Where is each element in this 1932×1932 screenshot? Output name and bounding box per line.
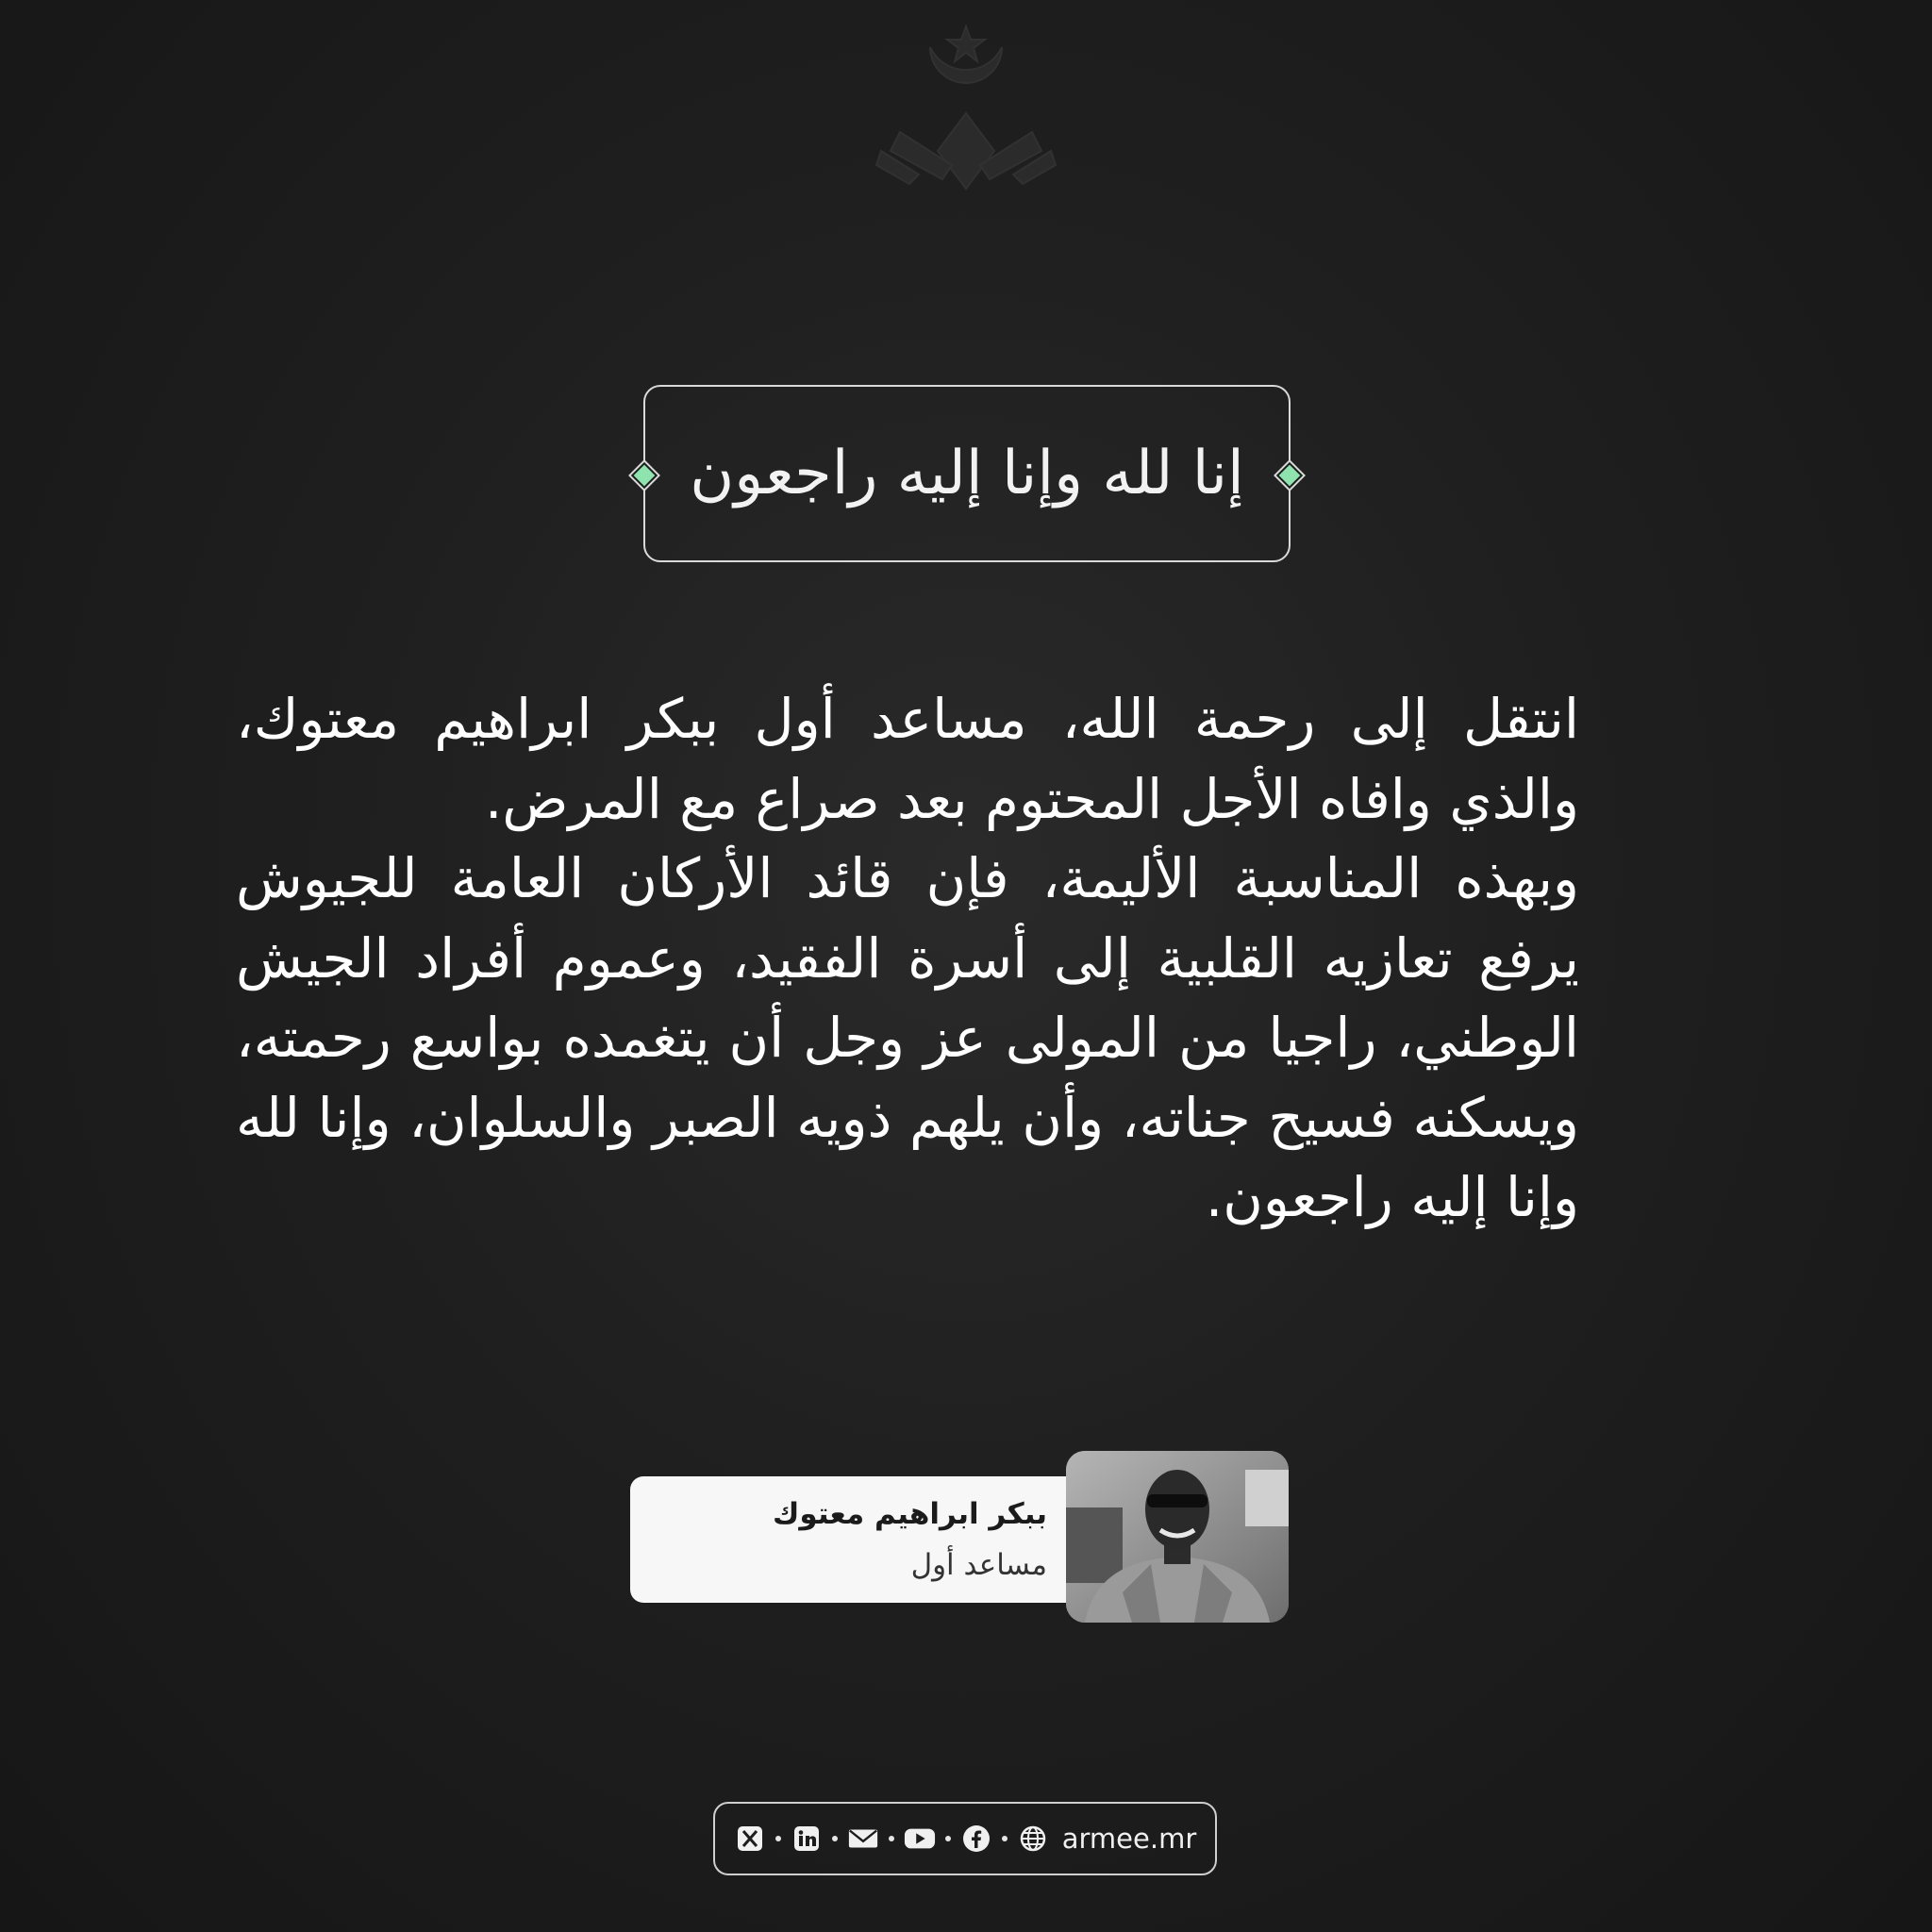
- condolence-paragraph: وبهذه المناسبة الأليمة، فإن قائد الأركان العامة للجيوش يرفع تعازيه القلبية إلى أسرة الفقيد، وعموم أفراد الجيش الوطني، راجيا من المولى عز وجل أن يتغمده بواسع رحمته، ويسكنه فسيح جناته، وأن يلهم ذويه الصبر والسلوان، وإنا لله وإنا إليه راجعون.: [236, 846, 1579, 1229]
- person-card: [630, 1476, 1102, 1603]
- website-link[interactable]: armee.mr: [1061, 1823, 1197, 1855]
- person-photo: [1066, 1451, 1289, 1623]
- diamond-ornament-icon: [1276, 462, 1303, 489]
- person-rank: مساعد أول: [910, 1548, 1047, 1582]
- portrait-image: [1066, 1451, 1289, 1623]
- facebook-icon[interactable]: [960, 1823, 992, 1855]
- separator-dot: [945, 1836, 951, 1841]
- linkedin-icon[interactable]: [791, 1823, 823, 1855]
- social-footer: [713, 1802, 1217, 1875]
- condolence-text: [236, 679, 1579, 1238]
- x-icon[interactable]: [734, 1823, 766, 1855]
- separator-dot: [889, 1836, 894, 1841]
- diamond-ornament-icon: [631, 462, 658, 489]
- youtube-icon[interactable]: [904, 1823, 936, 1855]
- separator-dot: [1002, 1836, 1008, 1841]
- calligraphy-text: إنا لله وإنا إليه راجعون: [690, 439, 1244, 508]
- calligraphy-frame: [643, 385, 1291, 562]
- announcement-paragraph: انتقل إلى رحمة الله، مساعد أول ببكر ابراهيم معتوك، والذي وافاه الأجل المحتوم بعد صراع مع المرض.: [236, 687, 1579, 831]
- army-emblem-icon: [862, 9, 1070, 198]
- mail-icon[interactable]: [847, 1823, 879, 1855]
- globe-icon[interactable]: [1017, 1823, 1049, 1855]
- separator-dot: [832, 1836, 838, 1841]
- separator-dot: [775, 1836, 781, 1841]
- person-name: ببكر ابراهيم معتوك: [772, 1497, 1047, 1531]
